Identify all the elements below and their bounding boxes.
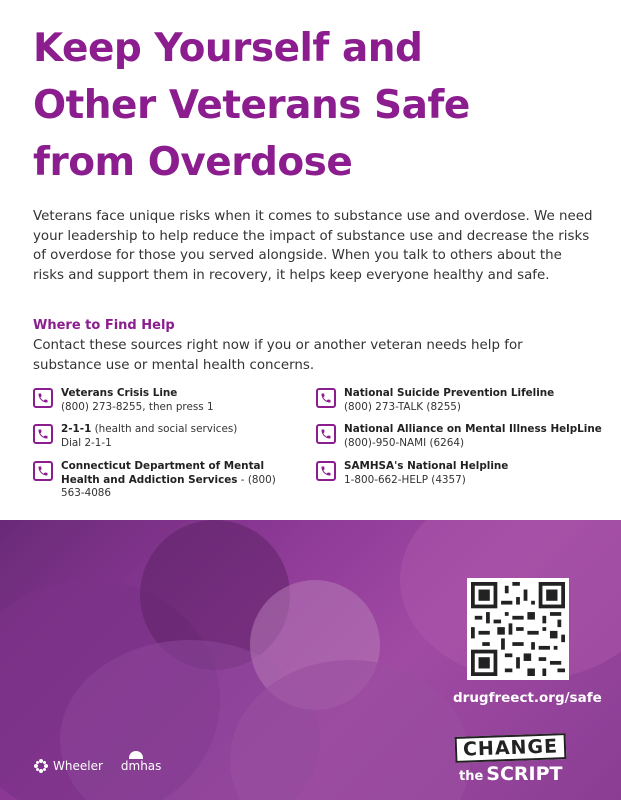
contact-text (61, 460, 301, 501)
campaign-line-2 (459, 763, 583, 785)
contact-nami-helpline[interactable] (316, 423, 616, 450)
contact-text (344, 423, 602, 450)
campaign-the: the (459, 769, 484, 784)
contact-detail: 1-800-662-HELP (4357) (344, 473, 466, 486)
phone-icon (33, 388, 53, 408)
contact-veterans-crisis-line[interactable] (33, 387, 303, 414)
contact-detail: (800) 273-8255, then press 1 (61, 400, 214, 413)
qr-code-graphic (471, 582, 565, 676)
wheeler-logo-icon (33, 758, 49, 774)
phone-icon (316, 461, 336, 481)
contact-name: 2-1-1 (61, 423, 92, 435)
help-heading: Where to Find Help (33, 318, 175, 333)
contact-name: Veterans Crisis Line (61, 387, 178, 399)
contact-name: National Suicide Prevention Lifeline (344, 387, 555, 399)
contact-text (61, 387, 214, 414)
headline-line-1: Keep Yourself and (33, 26, 423, 71)
contact-detail: (800) 273-TALK (8255) (344, 400, 461, 413)
phone-icon (33, 461, 53, 481)
phone-icon (316, 424, 336, 444)
contact-name: SAMHSA's National Helpline (344, 460, 509, 472)
partner-logos (33, 758, 161, 774)
contact-211[interactable] (33, 423, 303, 450)
contact-text (344, 460, 508, 487)
phone-icon (316, 388, 336, 408)
phone-icon (33, 424, 53, 444)
headline-line-2: Other Veterans Safe (33, 83, 470, 128)
wheeler-logo (33, 758, 103, 774)
change-the-script-logo (455, 735, 583, 790)
dmhas-logo-text: dmhas (120, 759, 162, 773)
contact-name: Connecticut Department of Mental Health and Addiction Services (61, 460, 265, 486)
contact-name: National Alliance on Mental Illness HelpLine (344, 423, 602, 435)
page-headline (33, 20, 593, 191)
contact-samhsa-helpline[interactable] (316, 460, 606, 487)
contact-text (61, 423, 237, 450)
contact-detail: Dial 2-1-1 (61, 436, 112, 449)
website-url[interactable]: drugfreect.org/safe (453, 690, 602, 706)
campaign-script: SCRIPT (486, 763, 563, 785)
contact-text (344, 387, 554, 414)
contact-ct-dmhas[interactable] (33, 460, 308, 501)
contact-detail: (800)-950-NAMI (6264) (344, 436, 465, 449)
intro-paragraph: Veterans face unique risks when it comes to substance use and overdose. We need your leadership to help reduce the impact of substance use and decrease the risks of overdose for those you served alongside. When you talk to others about the risks and support them in recovery, it helps keep everyone healthy and safe. (33, 209, 593, 283)
dmhas-arc-icon (129, 751, 143, 759)
contact-detail: - (800) 563-4086 (61, 473, 276, 499)
headline-line-3: from Overdose (33, 140, 353, 185)
contact-name-suffix: (health and social services) (91, 423, 238, 435)
dmhas-logo (121, 759, 162, 773)
wheeler-logo-text: Wheeler (53, 759, 103, 773)
contact-suicide-prevention-lifeline[interactable] (316, 387, 606, 414)
qr-code[interactable] (467, 578, 569, 680)
campaign-line-1: CHANGE (455, 733, 567, 763)
help-intro: Contact these sources right now if you or another veteran needs help for substance use or mental health concerns. (33, 338, 523, 373)
